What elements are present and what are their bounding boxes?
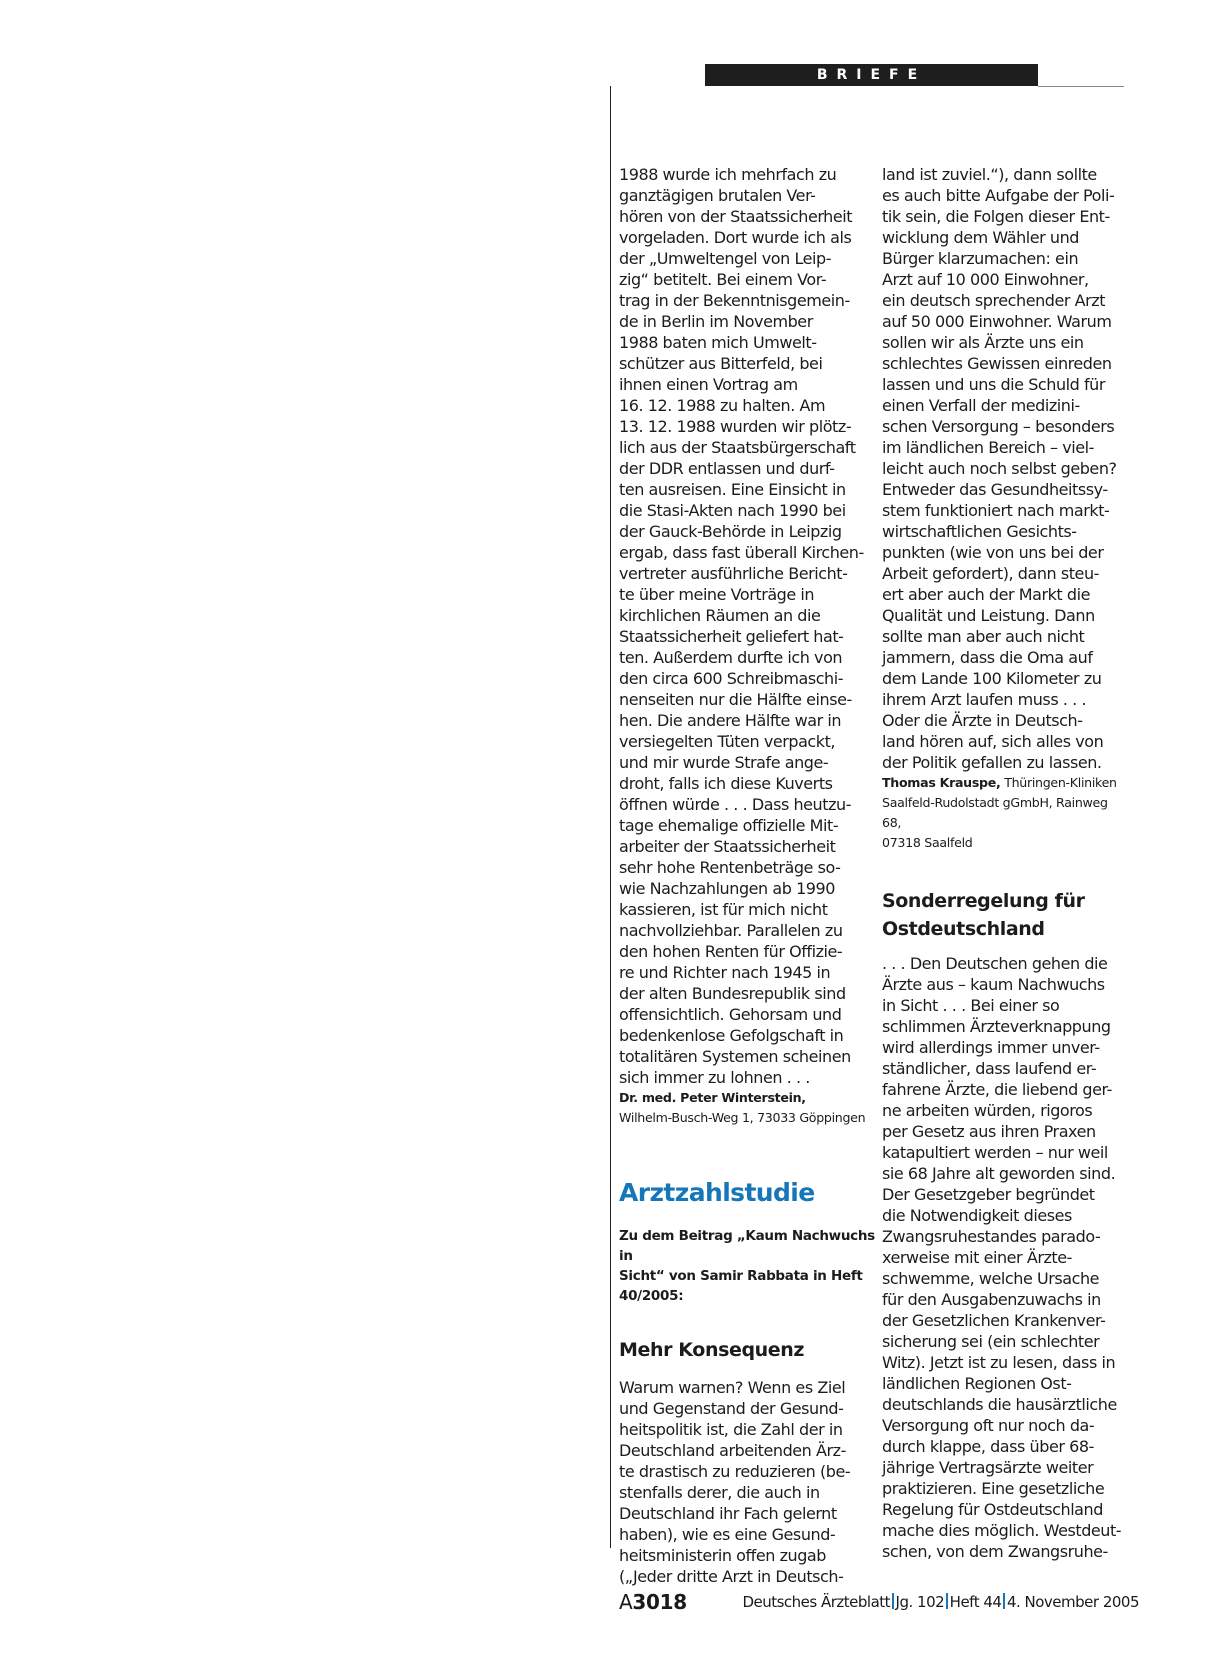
- column-right: [882, 164, 1130, 1562]
- letter1-body: 1988 wurde ich mehrfach zu ganztägigen brutalen Ver- hören von der Staatssicherheit vorgeladen. Dort wurde ich als der „Umweltengel von Leip- zig“ betitelt. Bei einem Vor- trag in der Bekenntnisgemein- de in Berlin im November 1988 baten mich Umwelt- schützer aus Bitterfeld, bei ihnen einen Vortrag am 16. 12. 1988 zu halten. Am 13. 12. 1988 wurden wir plötz- lich aus der Staatsbürgerschaft der DDR entlassen und durf- ten ausreisen. Eine Einsicht in die Stasi-Akten nach 1990 bei der Gauck-Behörde in Leipzig ergab, dass fast überall Kirchen- vertreter ausführliche Bericht- te über meine Vorträge in kirchlichen Räumen an die Staatssicherheit geliefert hat- ten. Außerdem durfte ich von den circa 600 Schreibmaschi- nenseiten nur die Hälfte einse- hen. Die andere Hälfte war in versiegelten Tüten verpackt, und mir wurde Strafe ange- droht, falls ich diese Kuverts öffnen würde . . . Dass heutzu- tage ehemalige offizielle Mit- arbeiter der Staatssicherheit sehr hohe Rentenbeträge so- wie Nachzahlungen ab 1990 kassieren, ist für mich nicht nachvollziehbar. Parallelen zu den hohen Renten für Offizie- re und Richter nach 1945 in der alten Bundesrepublik sind offensichtlich. Gehorsam und bedenkenlose Gefolgschaft in totalitären Systemen scheinen sich immer zu lohnen . . .: [619, 165, 864, 1087]
- letter1-signature: Dr. med. Peter Winterstein, Wilhelm-Busch-Weg 1, 73033 Göppingen: [619, 1090, 866, 1125]
- column-left: [619, 164, 877, 1587]
- letter2-heading: Mehr Konsequenz: [619, 1339, 805, 1361]
- letter3-heading: Sonderregelung für Ostdeutschland: [882, 890, 1085, 940]
- journal-info: Deutsches Ärzteblatt Jg. 102 Heft 44 4. November 2005: [742, 1593, 1139, 1611]
- letter2-body-continued: land ist zuviel.“), dann sollte es auch bitte Aufgabe der Poli- tik sein, die Folgen dieser Ent- wicklung dem Wähler und Bürger klarzumachen: ein Arzt auf 10 000 Einwohner, ein deutsch sprechender Arzt auf 50 000 Einwohner. Warum sollen wir als Ärzte uns ein schlechtes Gewissen einreden lassen und uns die Schuld für einen Verfall der medizini- schen Versorgung – besonders im ländlichen Bereich – viel- leicht auch noch selbst geben? Entweder das Gesundheitssy- stem funktioniert nach markt- wirtschaftlichen Gesichts- punkten (wie von uns bei der Arbeit gefordert), dann steu- ert aber auch der Markt die Qualität und Leistung. Dann sollte man aber auch nicht jammern, dass die Oma auf dem Lande 100 Kilometer zu ihrem Arzt laufen muss . . . Oder die Ärzte in Deutsch- land hören auf, sich alles von der Politik gefallen zu lassen.: [882, 165, 1117, 772]
- letter3-body: . . . Den Deutschen gehen die Ärzte aus – kaum Nachwuchs in Sicht . . . Bei einer so schlimmen Ärzteverknappung wird allerdings immer unver- ständlicher, dass laufend er- fahrene Ärzte, die liebend ger- ne arbeiten würden, rigoros per Gesetz aus ihren Praxen katapultiert werden – nur weil sie 68 Jahre alt geworden sind. Der Gesetzgeber begründet die Notwendigkeit dieses Zwangsruhestandes parado- xerweise mit einer Ärzte- schwemme, welche Ursache für den Ausgabenzuwachs in der Gesetzlichen Krankenver- sicherung sei (ein schlechter Witz). Jetzt ist zu lesen, dass in ländlichen Regionen Ost- deutschlands die hausärztliche Versorgung oft nur noch da- durch klappe, dass über 68- jährige Vertragsärzte weiter praktizieren. Eine gesetzliche Regelung für Ostdeutschland mache dies möglich. Westdeut- schen, von dem Zwangsruhe-: [882, 954, 1122, 1561]
- header-rule: [1038, 86, 1124, 87]
- page-number: A3018: [619, 1590, 687, 1614]
- page-footer: [619, 1590, 1139, 1614]
- section-header: BRIEFE: [705, 64, 1038, 86]
- column-divider: [610, 86, 611, 1548]
- topic-intro: Zu dem Beitrag „Kaum Nachwuchs in Sicht“ von Samir Rabbata in Heft 40/2005:: [619, 1228, 875, 1304]
- topic-heading: Arztzahlstudie: [619, 1178, 815, 1207]
- letter2-body: Warum warnen? Wenn es Ziel und Gegenstand der Gesund- heitspolitik ist, die Zahl der in Deutschland arbeitenden Ärz- te drastisch zu reduzieren (be- stenfalls derer, die auch in Deutschland ihr Fach gelernt haben), wie es eine Gesund- heitsministerin offen zugab („Jeder dritte Arzt in Deutsch-: [619, 1378, 851, 1586]
- letter2-signature: Thomas Krauspe, Thüringen-Kliniken Saalfeld-Rudolstadt gGmbH, Rainweg 68, 07318 Saalfeld: [882, 775, 1117, 850]
